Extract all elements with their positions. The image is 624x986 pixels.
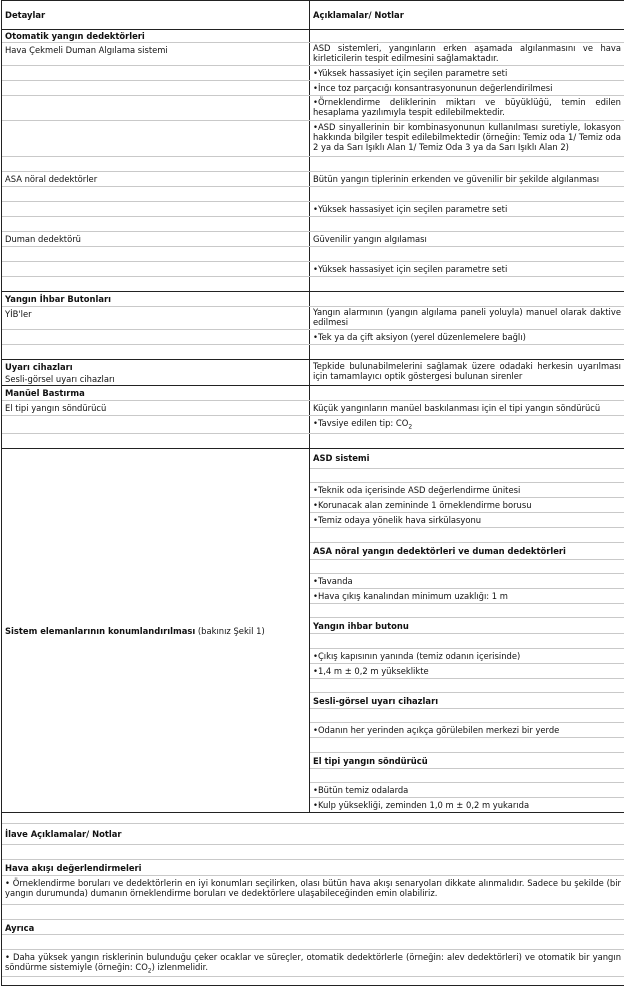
list-item: •Örneklendirme deliklerinin miktarı ve büyüklüğü, temin edilen hesaplama yazılımıyla tespit edilebilmektedir. [313, 97, 621, 117]
sounder-positioning-title: Sesli-görsel uyarı cihazları [313, 696, 439, 707]
section-title-alarm-devices: Uyarı cihazları [2, 360, 310, 372]
asd-description: ASD sistemleri, yangınların erken aşamada algılanmasını ve hava kirleticilerin tespit edilmesini sağlamaktadır. [313, 43, 621, 63]
yib-positioning-title: Yangın ihbar butonu [313, 621, 409, 632]
list-item: •ASD sinyallerinin bir kombinasyonunun kullanılması suretiyle, lokasyon hakkında bilgiler tespit edilebilmektedir (örneğin: Temiz oda 1/ Temiz oda 2 ya da Sarı Işıklı Alan 1/ Temiz Oda 3 ya da Sarı Işıklı Alan 2) [313, 122, 621, 152]
yib-label: YİB'ler [2, 307, 310, 329]
list-item: •İnce toz parçacığı konsantrasyonunun değerlendirilmesi [313, 83, 553, 93]
list-item: •Yüksek hassasiyet için seçilen parametre seti [313, 68, 508, 78]
duman-description: Güvenilir yangın algılaması [313, 234, 427, 244]
list-item: •Yüksek hassasiyet için seçilen parametre seti [313, 264, 508, 274]
extinguisher-label: El tipi yangın söndürücü [2, 401, 310, 415]
sounder-label: Sesli-görsel uyarı cihazları [2, 372, 310, 385]
sounder-description: Tepkide bulunabilmelerini sağlamak üzere odadaki herkesin uyarılması için tamamlayıcı optik göstergesi bulunan sirenler [313, 361, 621, 381]
noral-description: Bütün yangın tiplerinin erkenden ve güvenilir bir şekilde algılanması [313, 174, 600, 184]
extinguisher-description: Küçük yangınların manüel baskılanması için el tipi yangın söndürücü [313, 403, 601, 413]
yib-description: Yangın alarmının (yangın algılama paneli yoluyla) manuel olarak daktive edilmesi [313, 307, 621, 327]
list-item: •Kulp yüksekliği, zeminden 1,0 m ± 0,2 m yukarıda [313, 800, 530, 810]
header-details: Detaylar [2, 1, 310, 29]
section-title-manual-suppression: Manüel Bastırma [2, 386, 310, 400]
list-item: •Hava çıkış kanalından minimum uzaklığı: 1 m [313, 591, 508, 602]
list-item: •Korunacak alan zemininde 1 örneklendirme borusu [313, 500, 532, 511]
positioning-label: Sistem elemanlarının konumlandırılması (bakınız Şekil 1) [2, 449, 310, 812]
details-table [1, 0, 624, 986]
airflow-text: • Örneklendirme boruları ve dedektörlerin en iyi konumları seçilirken, olası bütün hava akışı senaryoları dikkate alınmalıdır. Sadece bu şekilde (bir yangın durumunda) dumanın örneklendirme boruları ve dedektörlere ulaşabileceğinden emin olabiliriz. [5, 878, 621, 898]
noral-label: ASA nöral dedektörler [2, 172, 310, 186]
extinguisher-positioning-title: El tipi yangın söndürücü [313, 755, 428, 766]
list-item: •Tavanda [313, 576, 353, 587]
table-header [2, 1, 624, 30]
asd-positioning-title: ASD sistemi [313, 453, 370, 463]
list-item: •Yüksek hassasiyet için seçilen parametre seti [313, 204, 508, 214]
list-item: •Çıkış kapısının yanında (temiz odanın içerisinde) [313, 650, 521, 661]
list-item: •Teknik oda içerisinde ASD değerlendirme ünitesi [313, 485, 521, 496]
also-text: • Daha yüksek yangın risklerinin bulunduğu çeker ocaklar ve süreçler, otomatik dedektörlerle (örneğin: alev dedektörleri) ve otomatik bir yangın söndürme sistemiyle (örneğin: $CO_2$) izlenmelidir. [5, 952, 621, 975]
duman-label: Duman dedektörü [2, 232, 310, 246]
header-notes: Açıklamalar/ Notlar [313, 10, 404, 20]
also-title: Ayrıca [5, 923, 35, 933]
list-item: •1,4 m ± 0,2 m yükseklikte [313, 665, 429, 676]
section-title-call-points: Yangın İhbar Butonları [2, 292, 310, 306]
asd-label: Hava Çekmeli Duman Algılama sistemi [2, 43, 310, 65]
additional-notes-title: İlave Açıklamalar/ Notlar [5, 829, 122, 839]
section-title-auto-detectors: Otomatik yangın dedektörleri [2, 30, 310, 42]
list-item: •Odanın her yerinden açıkça görülebilen merkezi bir yerde [313, 725, 560, 736]
airflow-title: Hava akışı değerlendirmeleri [5, 863, 142, 873]
list-item: •Bütün temiz odalarda [313, 785, 409, 795]
list-item: •Tek ya da çift aksiyon (yerel düzenlemelere bağlı) [313, 332, 526, 342]
list-item: •Tavsiye edilen tip: $CO_2$ [313, 418, 413, 431]
noral-positioning-title: ASA nöral yangın dedektörleri ve duman dedektörleri [313, 545, 566, 556]
list-item: •Temiz odaya yönelik hava sirkülasyonu [313, 515, 482, 526]
